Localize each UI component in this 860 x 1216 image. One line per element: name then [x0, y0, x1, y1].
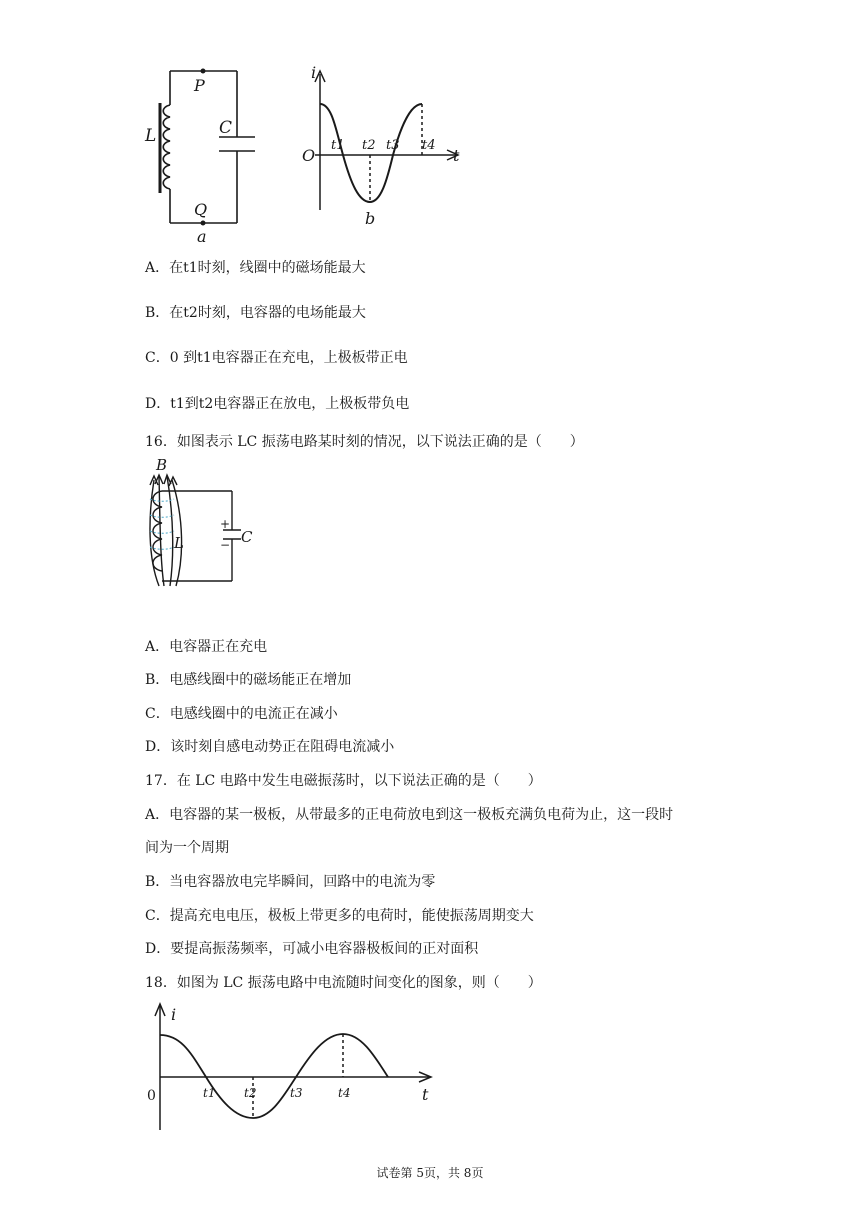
label-C: C — [241, 528, 253, 546]
label-Q: Q — [194, 200, 208, 219]
q16-coil-figure — [140, 458, 260, 588]
q16-option-a: A．电容器正在充电 — [145, 639, 268, 655]
label-i: i — [311, 63, 317, 82]
q15-option-d: D．t1到t2电容器正在放电，上极板带负电 — [145, 396, 410, 412]
q16-option-d: D．该时刻自感电动势正在阻碍电流减小 — [145, 739, 395, 755]
q17-option-b: B．当电容器放电完毕瞬间，回路中的电流为零 — [145, 874, 436, 890]
label-t2: t2 — [362, 138, 376, 153]
label-O: O — [302, 146, 316, 165]
q18-current-curve — [160, 1034, 388, 1118]
q18-graph-figure — [140, 1000, 450, 1135]
label-t4: t4 — [338, 1086, 351, 1100]
label-t1: t1 — [331, 138, 345, 153]
label-b: b — [365, 209, 376, 228]
q17-option-d: D．要提高振荡频率，可减小电容器极板间的正对面积 — [145, 941, 479, 957]
q15-option-b: B．在t2时刻，电容器的电场能最大 — [145, 305, 366, 321]
label-t: t — [422, 1085, 429, 1104]
q17-stem: 17．在 LC 电路中发生电磁振荡时，以下说法正确的是（ ） — [145, 773, 542, 789]
label-a: a — [197, 227, 207, 246]
q15-graph-figure — [295, 62, 475, 232]
svg-text:−: − — [220, 538, 231, 552]
label-L: L — [145, 126, 157, 146]
svg-text:+: + — [220, 517, 231, 531]
label-t3: t3 — [290, 1086, 303, 1100]
q16-option-c: C．电感线圈中的电流正在减小 — [145, 706, 338, 722]
q17-option-c: C．提高充电电压，极板上带更多的电荷时，能使振荡周期变大 — [145, 908, 534, 924]
label-t3: t3 — [386, 138, 400, 153]
q17-option-a-line1: A．电容器的某一极板，从带最多的正电荷放电到这一极板充满负电荷为止，这一段时 — [145, 807, 674, 823]
q15-circuit-figure — [140, 55, 260, 250]
label-i: i — [171, 1005, 177, 1024]
label-P: P — [194, 76, 205, 95]
label-L: L — [174, 534, 184, 552]
q18-stem: 18．如图为 LC 振荡电路中电流随时间变化的图象，则（ ） — [145, 975, 542, 991]
q16-option-b: B．电感线圈中的磁场能正在增加 — [145, 672, 352, 688]
q15-option-c: C．0 到t1电容器正在充电，上极板带正电 — [145, 350, 408, 366]
q16-stem: 16．如图表示 LC 振荡电路某时刻的情况，以下说法正确的是（ ） — [145, 434, 584, 450]
label-t: t — [453, 146, 460, 165]
label-t1: t1 — [203, 1086, 216, 1100]
label-zero: 0 — [147, 1088, 156, 1104]
label-B: B — [156, 458, 168, 474]
label-t2: t2 — [244, 1086, 257, 1100]
label-t4: t4 — [422, 138, 436, 153]
q17-option-a-line2: 间为一个周期 — [145, 840, 229, 856]
label-C: C — [219, 118, 233, 138]
page-footer: 试卷第 5页，共 8页 — [376, 1166, 484, 1180]
q15-current-curve — [320, 104, 422, 202]
q15-option-a: A．在t1时刻，线圈中的磁场能最大 — [145, 260, 366, 276]
